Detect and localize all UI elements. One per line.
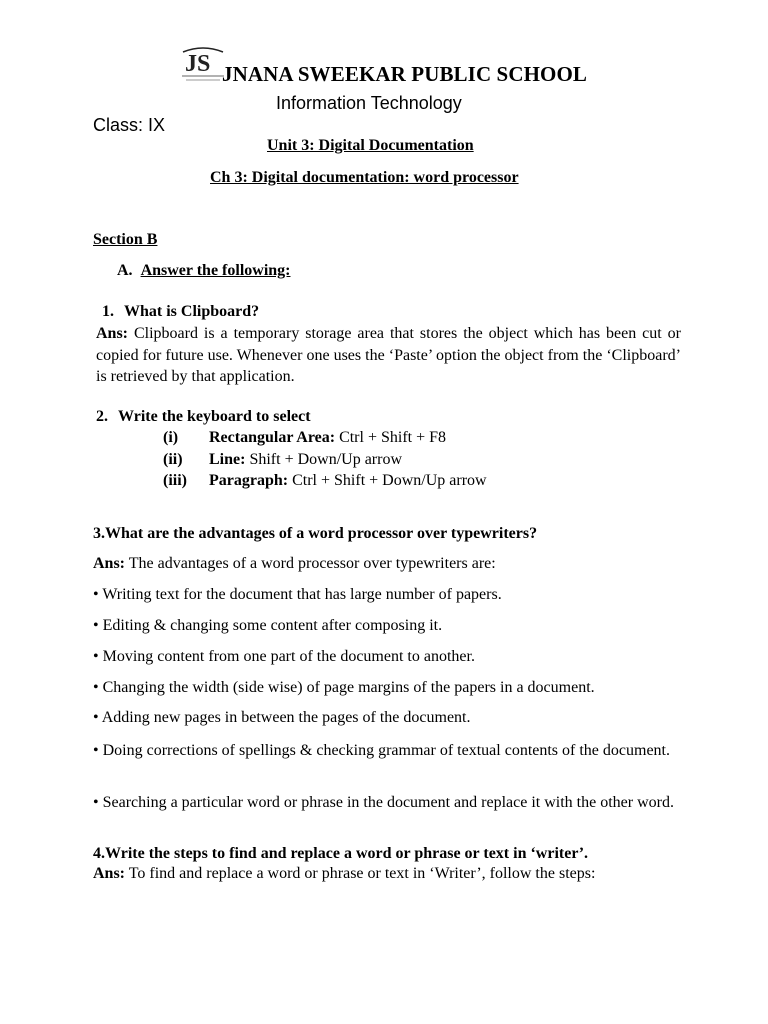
q3-ans-label: Ans: <box>93 555 126 572</box>
q2-item-text <box>209 429 446 447</box>
q2-text: Write the keyboard to select <box>118 408 311 425</box>
part-heading <box>117 262 290 280</box>
school-name: JNANA SWEEKAR PUBLIC SCHOOL <box>222 62 588 86</box>
q2-item-num: (i) <box>163 429 179 446</box>
class-label: Class: IX <box>93 115 166 135</box>
q3-question: 3.What are the advantages of a word processor over typewriters? <box>93 525 538 542</box>
part-number: A. <box>117 262 133 279</box>
q1-text: What is Clipboard? <box>124 303 260 320</box>
q1-number: 1. <box>102 303 114 320</box>
q2-item-label: Paragraph: <box>209 472 289 489</box>
part-title: Answer the following: <box>140 262 291 279</box>
chapter-title: Ch 3: Digital documentation: word processor <box>210 169 519 186</box>
q4-answer <box>93 865 595 883</box>
q3-bullet: • Editing & changing some content after composing it. <box>93 617 443 634</box>
q3-bullet: • Changing the width (side wise) of page margins of the papers in a document. <box>93 679 595 696</box>
subject-title: Information Technology <box>276 93 462 113</box>
q2-number: 2. <box>96 408 108 425</box>
q4-question: 4.Write the steps to find and replace a word or phrase or text in ‘writer’. <box>93 845 589 862</box>
q4-ans-label: Ans: <box>93 865 126 882</box>
q3-bullet: • Adding new pages in between the pages of the document. <box>93 709 471 726</box>
q2-item <box>0 429 768 450</box>
school-logo <box>180 46 226 84</box>
q2-item-label: Line: <box>209 451 246 468</box>
logo-text: JS <box>185 51 211 77</box>
q2-item-num: (ii) <box>163 451 183 468</box>
q4-answer-text: To find and replace a word or phrase or text in ‘Writer’, follow the steps: <box>128 865 596 882</box>
q3-bullet: • Writing text for the document that has large number of papers. <box>93 586 502 603</box>
unit-title: Unit 3: Digital Documentation <box>267 137 474 154</box>
q2-item-text <box>209 472 487 490</box>
q1-answer <box>96 323 681 388</box>
q2-item <box>0 472 768 493</box>
q3-answer <box>93 555 496 573</box>
q1-question <box>102 303 259 321</box>
q3-answer-text: The advantages of a word processor over typewriters are: <box>128 555 496 572</box>
q2-item-value: Shift + Down/Up arrow <box>249 451 403 468</box>
section-title: Section B <box>93 231 158 248</box>
q2-item-text <box>209 451 402 469</box>
q2-question <box>96 408 311 426</box>
q3-bullet: • Doing corrections of spellings & checking grammar of textual contents of the document. <box>93 742 670 759</box>
q1-ans-label: Ans: <box>96 325 129 342</box>
q1-answer-text: Clipboard is a temporary storage area that stores the object which has been cut or copied for future use. Whenever one uses the ‘Paste’ option the object from the ‘Clipboard’ is retrieved by that application. <box>96 325 682 385</box>
q2-item-label: Rectangular Area: <box>209 429 336 446</box>
q2-item-num: (iii) <box>163 472 187 489</box>
q3-bullet: • Searching a particular word or phrase in the document and replace it with the other word. <box>93 794 674 811</box>
q3-bullet: • Moving content from one part of the document to another. <box>93 648 475 665</box>
q2-item-value: Ctrl + Shift + F8 <box>339 429 447 446</box>
q2-item <box>0 451 768 472</box>
q2-item-value: Ctrl + Shift + Down/Up arrow <box>292 472 487 489</box>
